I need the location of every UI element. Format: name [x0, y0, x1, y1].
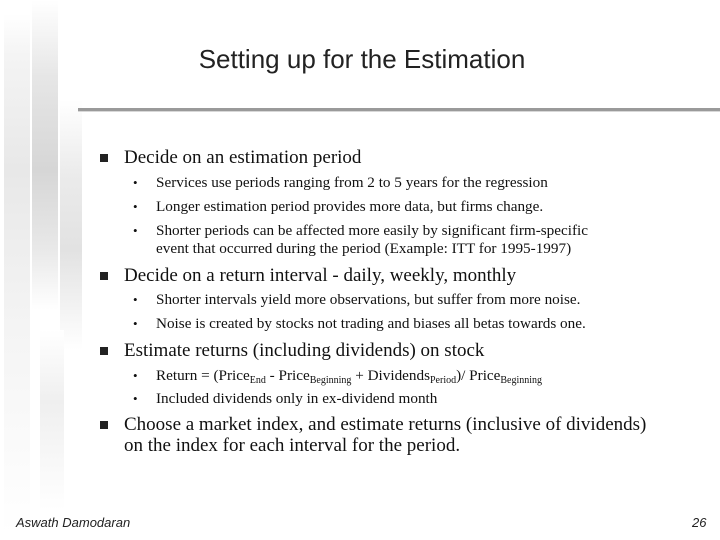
dot-bullet-icon: •: [133, 368, 138, 383]
slide-title: Setting up for the Estimation: [198, 44, 526, 74]
sub-bullet-text: Shorter intervals yield more observations, but suffer from more noise.: [156, 291, 581, 308]
footer-author: Aswath Damodaran: [16, 515, 131, 530]
sub-bullet-text: Included dividends only in ex-dividend month: [156, 390, 438, 407]
dot-bullet-icon: •: [133, 316, 138, 331]
dot-bullet-icon: •: [133, 199, 138, 214]
bullet-text: Decide on an estimation period: [124, 147, 362, 168]
square-bullet-icon: [100, 347, 108, 355]
return-formula: Return = (Price$_{End}$ - Price$_{Beginning}$ + Dividends$_{Period}$)/ Price$_{Beginning}$: [156, 367, 543, 386]
sub-bullet-text: Services use periods ranging from 2 to 5 years for the regression: [156, 174, 548, 191]
square-bullet-icon: [100, 272, 108, 280]
bullet-text-continued: on the index for each interval for the period.: [124, 435, 461, 456]
bullet-text: Decide on a return interval - daily, weekly, monthly: [124, 265, 517, 286]
bullet-text: Estimate returns (including dividends) on stock: [124, 340, 485, 361]
sub-bullet-text-continued: event that occurred during the period (Example: ITT for 1995-1997): [156, 240, 572, 257]
sub-bullet-text: Longer estimation period provides more data, but firms change.: [156, 198, 544, 215]
square-bullet-icon: [100, 154, 108, 162]
sub-bullet-text: Shorter periods can be affected more easily by significant firm-specific: [156, 222, 588, 239]
dot-bullet-icon: •: [133, 223, 138, 238]
page-number: 26: [692, 515, 707, 530]
dot-bullet-icon: •: [133, 175, 138, 190]
dot-bullet-icon: •: [133, 292, 138, 307]
dot-bullet-icon: •: [133, 391, 138, 406]
bullet-text: Choose a market index, and estimate returns (inclusive of dividends): [124, 414, 647, 435]
square-bullet-icon: [100, 421, 108, 429]
sub-bullet-text: Noise is created by stocks not trading and biases all betas towards one.: [156, 315, 586, 332]
